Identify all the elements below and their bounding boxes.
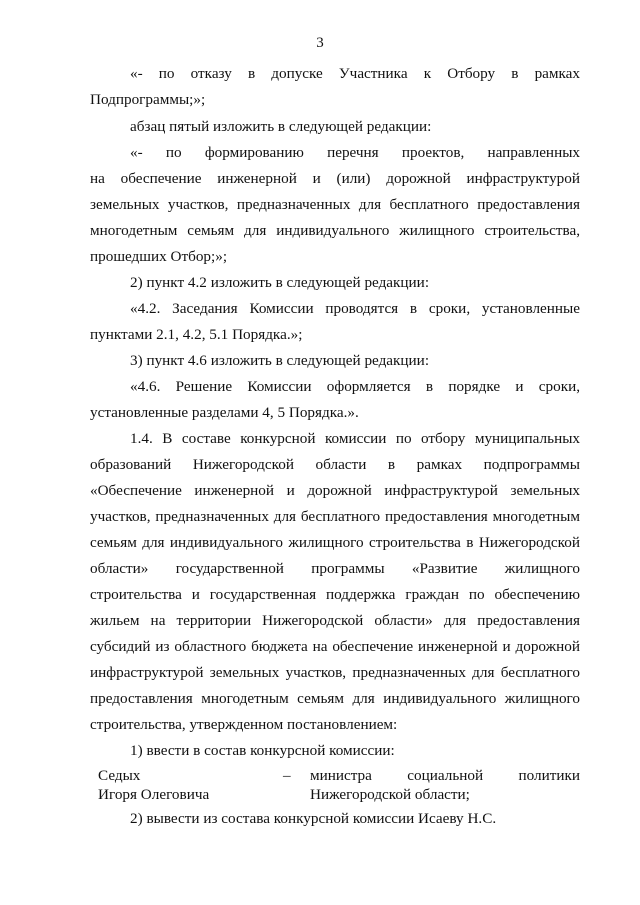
text-line: абзац пятый изложить в следующей редакции: <box>130 118 432 135</box>
text-line: многодетным семьям для индивидуального жилищного строительства, <box>90 222 580 239</box>
member-name: Игоря Олеговича <box>98 786 210 803</box>
text-line: «- по отказу в допуске Участника к Отбору в рамках <box>130 65 580 82</box>
text-line: прошедших Отбор;»; <box>90 248 228 265</box>
text-line: семьям для индивидуального жилищного строительства в Нижегородской <box>90 534 580 551</box>
text-line: «4.6. Решение Комиссии оформляется в порядке и сроки, <box>130 378 580 395</box>
text-line: жильем на территории Нижегородской области» для предоставления <box>90 612 580 629</box>
text-line: установленные разделами 4, 5 Порядка.». <box>90 404 359 421</box>
text-line: строительства и государственная поддержка граждан по обеспечению <box>90 586 580 603</box>
member-surname: Седых <box>98 767 141 784</box>
text-line: 1.4. В составе конкурсной комиссии по отбору муниципальных <box>130 430 580 447</box>
text-line: 1) ввести в состав конкурсной комиссии: <box>130 742 395 759</box>
text-line: «- по формированию перечня проектов, направленных <box>130 144 580 161</box>
text-line: на обеспечение инженерной и (или) дорожной инфраструктурой <box>90 170 580 187</box>
text-line: 2) вывести из состава конкурсной комиссии Исаеву Н.С. <box>130 810 497 827</box>
text-line: Подпрограммы;»; <box>90 91 206 108</box>
text-line: «Обеспечение инженерной и дорожной инфраструктурой земельных <box>90 482 580 499</box>
member-position-line2: Нижегородской области; <box>310 786 470 803</box>
text-line: участков, предназначенных для бесплатного предоставления многодетным <box>90 508 580 525</box>
text-line: «4.2. Заседания Комиссии проводятся в сроки, установленные <box>130 300 580 317</box>
text-line: 2) пункт 4.2 изложить в следующей редакции: <box>130 274 430 291</box>
text-line: пунктами 2.1, 4.2, 5.1 Порядка.»; <box>90 326 303 343</box>
text-line: области» государственной программы «Развитие жилищного <box>90 560 580 577</box>
member-dash: – <box>283 767 291 784</box>
member-position-line1: министра социальной политики <box>310 767 580 784</box>
text-line: образований Нижегородской области в рамках подпрограммы <box>90 456 580 473</box>
text-line: предоставления многодетным семьям для индивидуального жилищного <box>90 690 580 707</box>
page-number: 3 <box>316 35 324 51</box>
text-line: земельных участков, предназначенных для бесплатного предоставления <box>90 196 580 213</box>
text-line: инфраструктурой земельных участков, предназначенных для бесплатного <box>90 664 580 681</box>
text-line: строительства, утвержденном постановлением: <box>90 716 398 733</box>
text-line: 3) пункт 4.6 изложить в следующей редакции: <box>130 352 430 369</box>
text-line: субсидий из областного бюджета на обеспечение инженерной и дорожной <box>90 638 580 655</box>
